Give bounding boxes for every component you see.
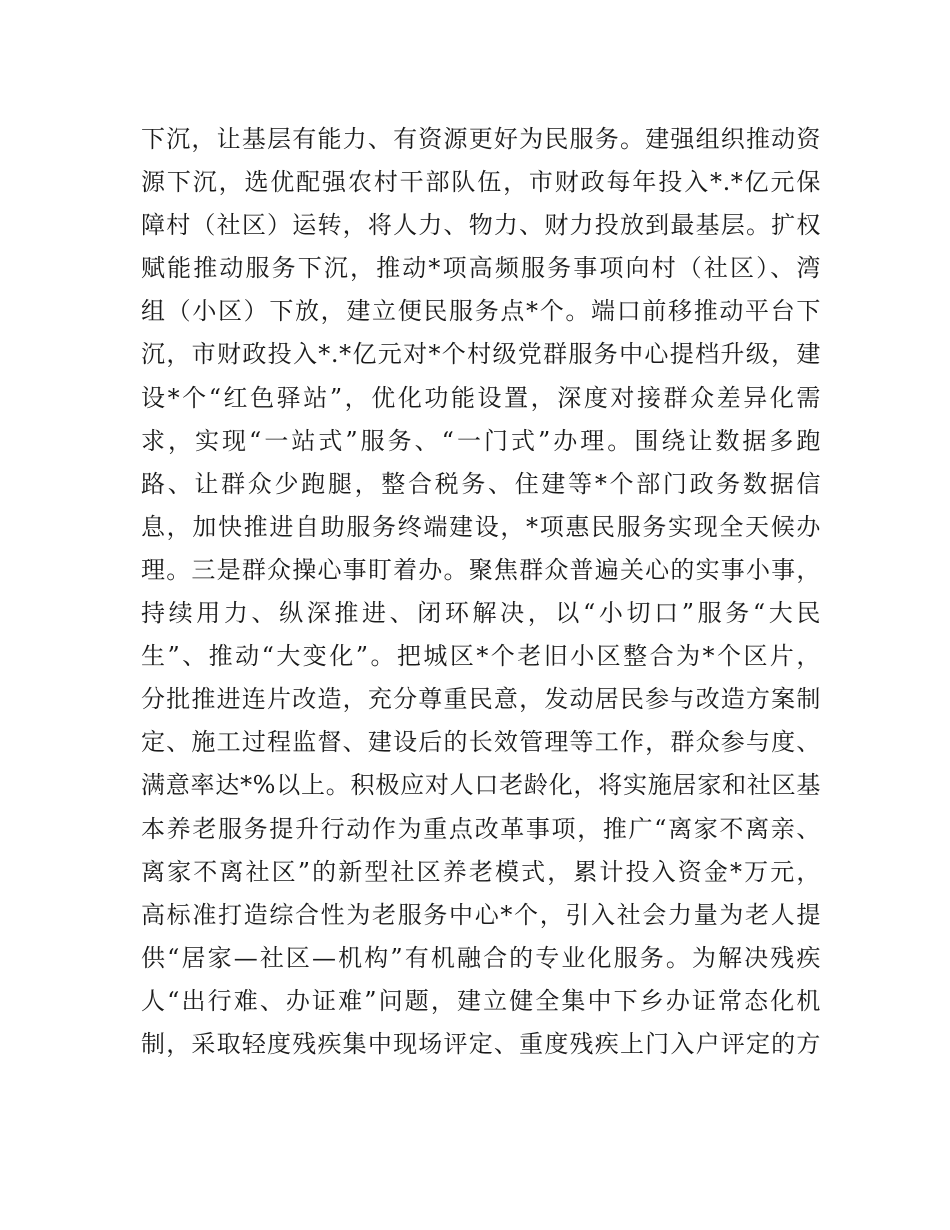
text-line: 生”、推动“大变化”。把城区*个老旧小区整合为*个区片， — [141, 642, 821, 671]
text-line: 供“居家—社区—机构”有机融合的专业化服务。为解决残疾 — [141, 943, 821, 972]
text-line: 持续用力、纵深推进、闭环解决，以“小切口”服务“大民 — [141, 599, 821, 628]
text-line: 赋能推动服务下沉，推动*项高频服务事项向村（社区）、湾 — [141, 254, 821, 283]
text-line: 设*个“红色驿站”，优化功能设置，深度对接群众差异化需 — [141, 383, 821, 412]
text-line: 沉，市财政投入*.*亿元对*个村级党群服务中心提档升级，建 — [141, 340, 821, 369]
text-line: 定、施工过程监督、建设后的长效管理等工作，群众参与度、 — [141, 728, 821, 757]
text-line: 路、让群众少跑腿，整合税务、住建等*个部门政务数据信 — [141, 469, 821, 498]
text-line: 本养老服务提升行动作为重点改革事项，推广“离家不离亲、 — [141, 814, 821, 843]
text-line: 求，实现“一站式”服务、“一门式”办理。围绕让数据多跑 — [141, 426, 821, 455]
text-line: 满意率达*%以上。积极应对人口老龄化，将实施居家和社区基 — [141, 771, 821, 800]
text-line: 高标准打造综合性为老服务中心*个，引入社会力量为老人提 — [141, 900, 821, 929]
text-line: 理。三是群众操心事盯着办。聚焦群众普遍关心的实事小事， — [141, 555, 821, 584]
text-line: 组（小区）下放，建立便民服务点*个。端口前移推动平台下 — [141, 297, 821, 326]
text-line: 息，加快推进自助服务终端建设，*项惠民服务实现全天候办 — [141, 512, 821, 541]
text-line: 障村（社区）运转，将人力、物力、财力投放到最基层。扩权 — [141, 211, 821, 240]
text-line: 分批推进连片改造，充分尊重民意，发动居民参与改造方案制 — [141, 685, 821, 714]
text-line: 制，采取轻度残疾集中现场评定、重度残疾上门入户评定的方 — [141, 1029, 821, 1058]
text-line: 下沉，让基层有能力、有资源更好为民服务。建强组织推动资 — [141, 125, 821, 153]
text-line: 离家不离社区”的新型社区养老模式，累计投入资金*万元， — [141, 857, 821, 886]
body-paragraph — [141, 118, 821, 1066]
text-line: 人“出行难、办证难”问题，建立健全集中下乡办证常态化机 — [141, 986, 821, 1015]
text-line: 源下沉，选优配强农村干部队伍，市财政每年投入*.*亿元保 — [141, 168, 821, 197]
